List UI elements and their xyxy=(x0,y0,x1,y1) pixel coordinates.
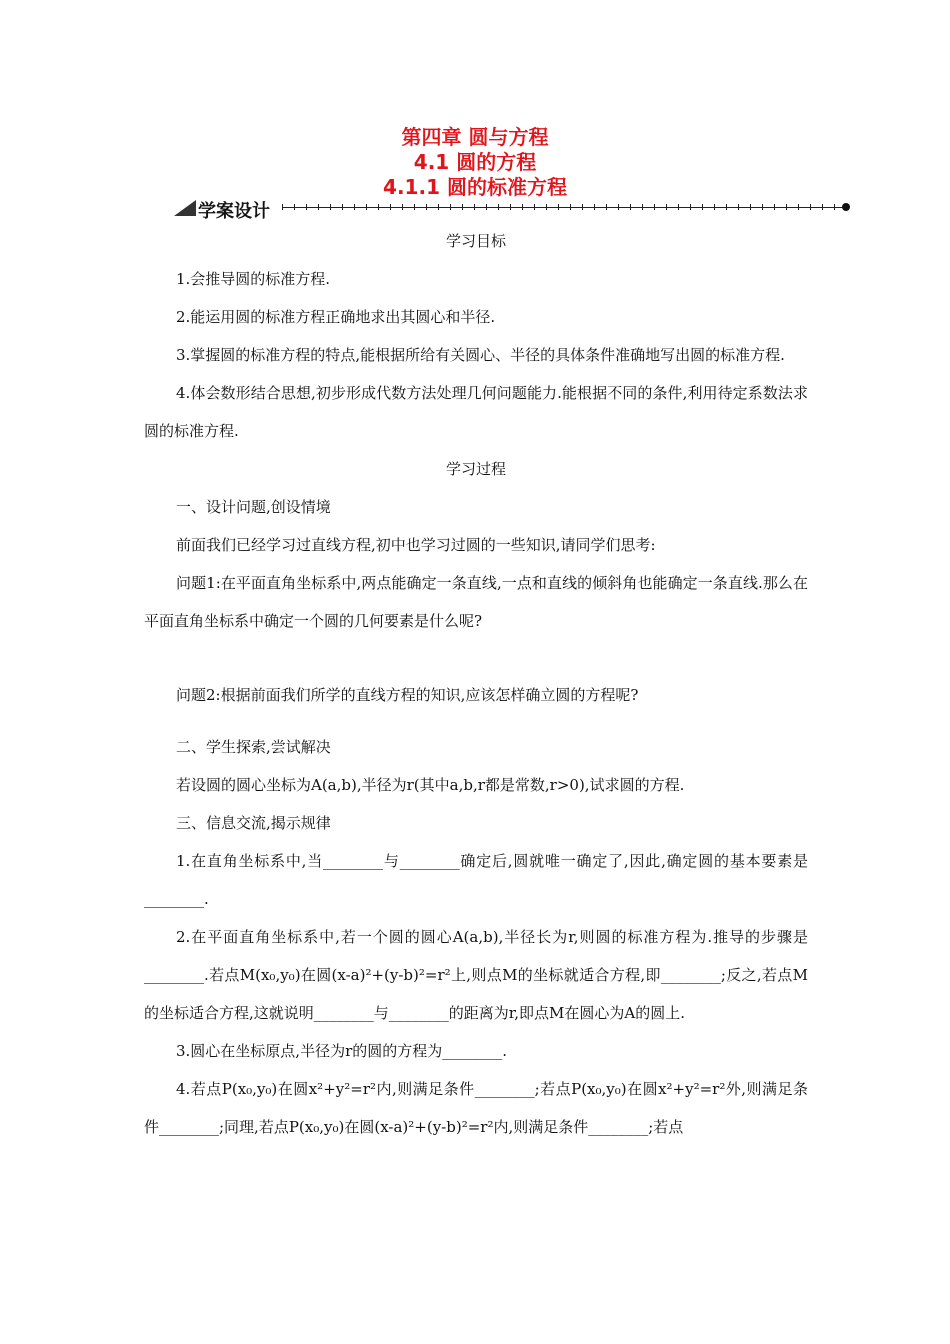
banner-end-dot xyxy=(842,203,850,211)
goal-item: 3.掌握圆的标准方程的特点,能根据所给有关圆心、半径的具体条件准确地写出圆的标准方程. xyxy=(176,346,785,364)
part1-title: 一、设计问题,创设情境 xyxy=(176,498,331,516)
part2-text: 若设圆的圆心坐标为A(a,b),半径为r(其中a,b,r都是常数,r>0),试求圆的方程. xyxy=(176,776,685,794)
exercise-item-4: 4.若点P(x₀,y₀)在圆x²+y²=r²内,则满足条件________;若点P(x₀,y₀)在圆x²+y²=r²外,则满足条件________;同理,若点P(x₀,y₀)在圆(x-a)²+(y-b)²=r²内,则满足条件________;若点 xyxy=(144,1080,808,1136)
goals-heading: 学习目标 xyxy=(445,232,506,250)
section-banner xyxy=(174,198,854,220)
subsection-title: 4.1.1 圆的标准方程 xyxy=(383,175,567,199)
question-1: 问题1:在平面直角坐标系中,两点能确定一条直线,一点和直线的倾斜角也能确定一条直线.那么在平面直角坐标系中确定一个圆的几何要素是什么呢? xyxy=(144,574,808,630)
exercise-item-1: 1.在直角坐标系中,当________与________确定后,圆就唯一确定了,因此,确定圆的基本要素是________. xyxy=(144,852,808,908)
goal-item: 1.会推导圆的标准方程. xyxy=(176,270,331,288)
question-2: 问题2:根据前面我们所学的直线方程的知识,应该怎样确立圆的方程呢? xyxy=(176,686,639,704)
triangle-icon xyxy=(174,200,196,216)
banner-ticks xyxy=(282,204,844,210)
banner-label: 学案设计 xyxy=(198,201,270,222)
process-heading: 学习过程 xyxy=(445,460,506,478)
goal-item: 2.能运用圆的标准方程正确地求出其圆心和半径. xyxy=(176,308,496,326)
answer-space xyxy=(144,714,808,728)
document-body xyxy=(144,222,808,1146)
part3-title: 三、信息交流,揭示规律 xyxy=(176,814,331,832)
goal-item: 4.体会数形结合思想,初步形成代数方法处理几何问题能力.能根据不同的条件,利用待定系数法求圆的标准方程. xyxy=(144,384,808,440)
intro-text: 前面我们已经学习过直线方程,初中也学习过圆的一些知识,请同学们思考: xyxy=(176,536,656,554)
part2-title: 二、学生探索,尝试解决 xyxy=(176,738,331,756)
answer-space xyxy=(144,640,808,676)
exercise-item-2: 2.在平面直角坐标系中,若一个圆的圆心A(a,b),半径长为r,则圆的标准方程为.推导的步骤是________.若点M(x₀,y₀)在圆(x-a)²+(y-b)²=r²上,则点M的坐标就适合方程,即________;反之,若点M的坐标适合方程,这就说明________与________的距离为r,即点M在圆心为A的圆上. xyxy=(144,928,808,1022)
chapter-title: 第四章 圆与方程 xyxy=(401,125,549,149)
section-title: 4.1 圆的方程 xyxy=(413,150,537,174)
exercise-item-3: 3.圆心在坐标原点,半径为r的圆的方程为________. xyxy=(176,1042,508,1060)
